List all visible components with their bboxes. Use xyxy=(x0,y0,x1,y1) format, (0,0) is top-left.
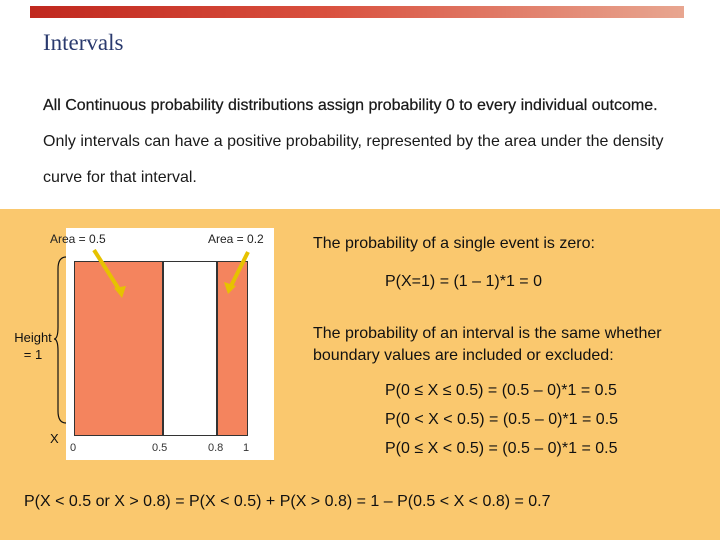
tick-label: 0.5 xyxy=(152,442,168,454)
formula-closed-interval: P(0 ≤ X ≤ 0.5) = (0.5 – 0)*1 = 0.5 xyxy=(385,382,617,399)
interval-text: The probability of an interval is the same whether boundary values are included or excluded: xyxy=(313,325,662,364)
intro-rest-text: Only intervals can have a positive probability, represented by the area under the density curve for that interval. xyxy=(43,133,664,186)
x-axis-label: X xyxy=(50,431,59,446)
tick-label: 1 xyxy=(243,442,250,454)
height-label-line2: = 1 xyxy=(23,347,43,362)
arrow-left-head-icon xyxy=(114,286,126,298)
tick-label: 0 xyxy=(70,442,77,454)
area-left-label: Area = 0.5 xyxy=(50,232,106,246)
density-figure xyxy=(50,228,274,460)
title-accent-bar xyxy=(30,6,684,18)
slide-title: Intervals xyxy=(43,30,124,55)
area-right-label: Area = 0.2 xyxy=(208,232,264,246)
bottom-formula: P(X < 0.5 or X > 0.8) = P(X < 0.5) + P(X > 0.8) = 1 – P(0.5 < X < 0.8) = 0.7 xyxy=(24,493,551,510)
intro-bold-text: All Continuous probability distributions assign probability 0 to every individual outcome. xyxy=(43,97,658,114)
single-event-formula: P(X=1) = (1 – 1)*1 = 0 xyxy=(385,273,542,290)
formula-half-open-interval: P(0 ≤ X < 0.5) = (0.5 – 0)*1 = 0.5 xyxy=(385,440,618,457)
tick-label: 0.8 xyxy=(208,442,224,454)
height-label xyxy=(10,329,56,363)
height-label-line1: Height xyxy=(14,330,52,345)
height-brace-icon xyxy=(54,255,68,425)
intro-paragraph xyxy=(43,88,683,196)
single-event-text: The probability of a single event is zero: xyxy=(313,235,595,252)
area-arrows xyxy=(66,228,274,460)
arrow-right-icon xyxy=(230,252,248,288)
formula-open-interval: P(0 < X < 0.5) = (0.5 – 0)*1 = 0.5 xyxy=(385,411,619,428)
